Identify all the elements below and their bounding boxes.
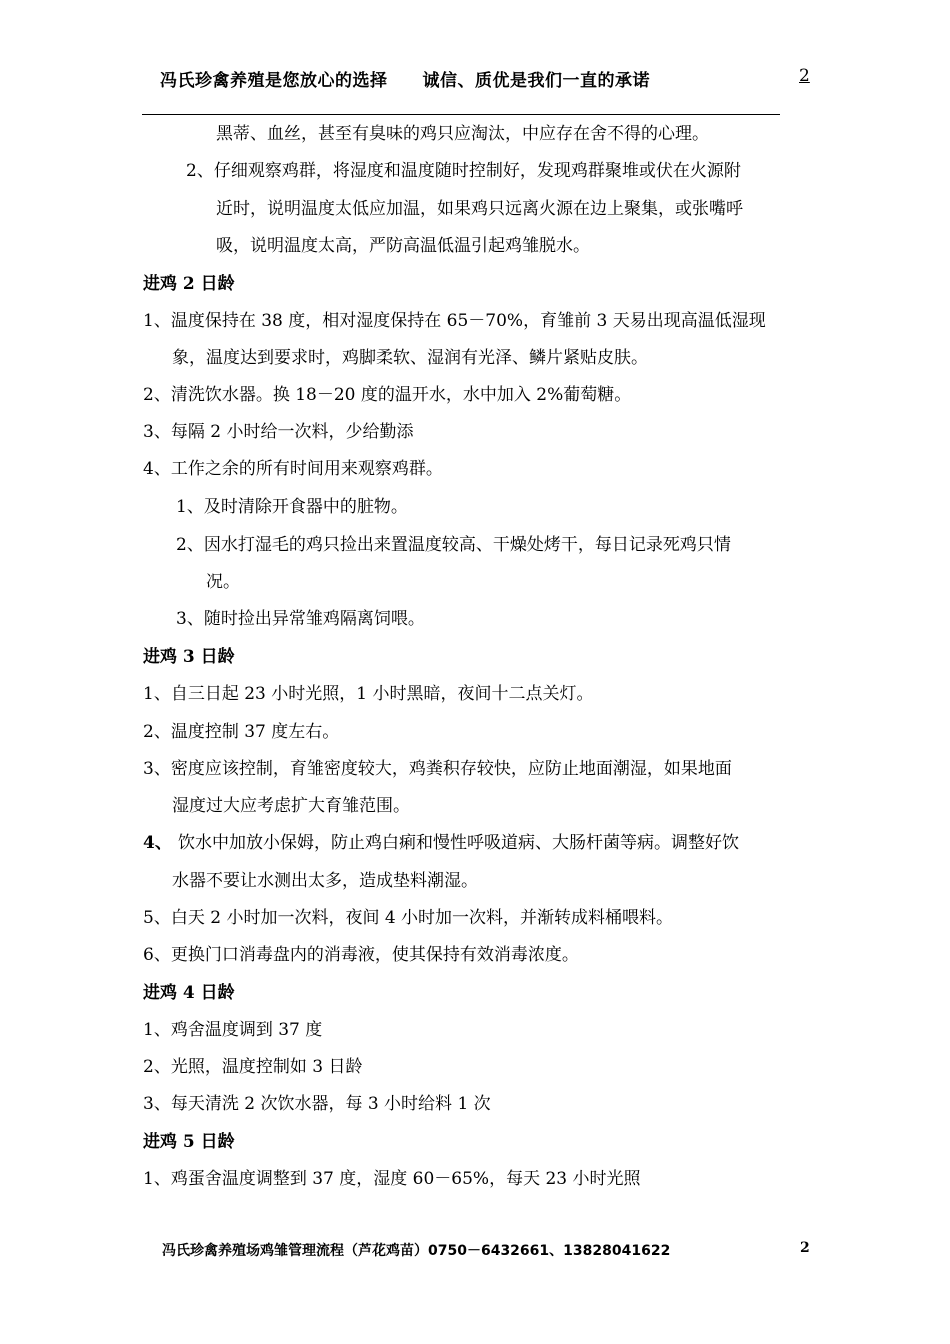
- body-line: 1、鸡蛋舍温度调整到 37 度，湿度 60－65%，每天 23 小时光照: [143, 1169, 641, 1189]
- body-line: 黑蒂、血丝，甚至有臭味的鸡只应淘汰，中应存在舍不得的心理。: [216, 124, 709, 144]
- body-line: 3、密度应该控制，育雏密度较大，鸡粪积存较快，应防止地面潮湿，如果地面: [143, 759, 732, 779]
- body-line: 4、工作之余的所有时间用来观察鸡群。: [143, 459, 443, 479]
- body-line: 2、温度控制 37 度左右。: [143, 722, 340, 742]
- body-line: 象，温度达到要求时，鸡脚柔软、湿润有光泽、鳞片紧贴皮肤。: [172, 348, 648, 368]
- body-line: 1、及时清除开食器中的脏物。: [176, 497, 408, 517]
- body-line: 2、光照，温度控制如 3 日龄: [143, 1057, 363, 1077]
- item-number: 4、: [143, 833, 172, 853]
- body-line: 饮水中加放小保姆，防止鸡白痢和慢性呼吸道病、大肠杆菌等病。调整好饮: [178, 833, 739, 853]
- section-heading: 进鸡 4 日龄: [143, 983, 235, 1003]
- body-line: 2、仔细观察鸡群，将湿度和温度随时控制好，发现鸡群聚堆或伏在火源附: [186, 161, 741, 181]
- body-line: 近时，说明温度太低应加温，如果鸡只远离火源在边上聚集，或张嘴呼: [216, 199, 743, 219]
- body-line: 1、自三日起 23 小时光照，1 小时黑暗，夜间十二点关灯。: [143, 684, 594, 704]
- body-line: 3、随时捡出异常雏鸡隔离饲喂。: [176, 609, 425, 629]
- footer-text: 冯氏珍禽养殖场鸡雏管理流程（芦花鸡苗）0750－6432661、13828041622: [162, 1243, 671, 1259]
- body-line: 2、清洗饮水器。换 18－20 度的温开水，水中加入 2%葡萄糖。: [143, 385, 632, 405]
- body-line: 1、温度保持在 38 度，相对湿度保持在 65－70%，育雏前 3 天易出现高温低湿现: [143, 311, 766, 331]
- body-line: 湿度过大应考虑扩大育雏范围。: [172, 796, 410, 816]
- body-line: 2、因水打湿毛的鸡只捡出来置温度较高、干燥处烤干，每日记录死鸡只情: [176, 535, 731, 555]
- body-line: 况。: [206, 572, 240, 592]
- body-line: 3、每隔 2 小时给一次料，少给勤添: [143, 422, 414, 442]
- header-page-number: 2: [799, 66, 810, 86]
- header-title: 冯氏珍禽养殖是您放心的选择 诚信、质优是我们一直的承诺: [160, 71, 650, 91]
- section-heading: 进鸡 3 日龄: [143, 647, 235, 667]
- body-line: 1、鸡舍温度调到 37 度: [143, 1020, 323, 1040]
- footer-page-number: 2: [800, 1240, 810, 1256]
- body-line: 吸，说明温度太高，严防高温低温引起鸡雏脱水。: [216, 236, 590, 256]
- body-line: 6、更换门口消毒盘内的消毒液，使其保持有效消毒浓度。: [143, 945, 579, 965]
- section-heading: 进鸡 5 日龄: [143, 1132, 235, 1152]
- body-line: 5、白天 2 小时加一次料，夜间 4 小时加一次料，并渐转成料桶喂料。: [143, 908, 674, 928]
- body-line: 水器不要让水测出太多，造成垫料潮湿。: [172, 871, 478, 891]
- section-heading: 进鸡 2 日龄: [143, 274, 235, 294]
- body-line: 3、每天清洗 2 次饮水器，每 3 小时给料 1 次: [143, 1094, 491, 1114]
